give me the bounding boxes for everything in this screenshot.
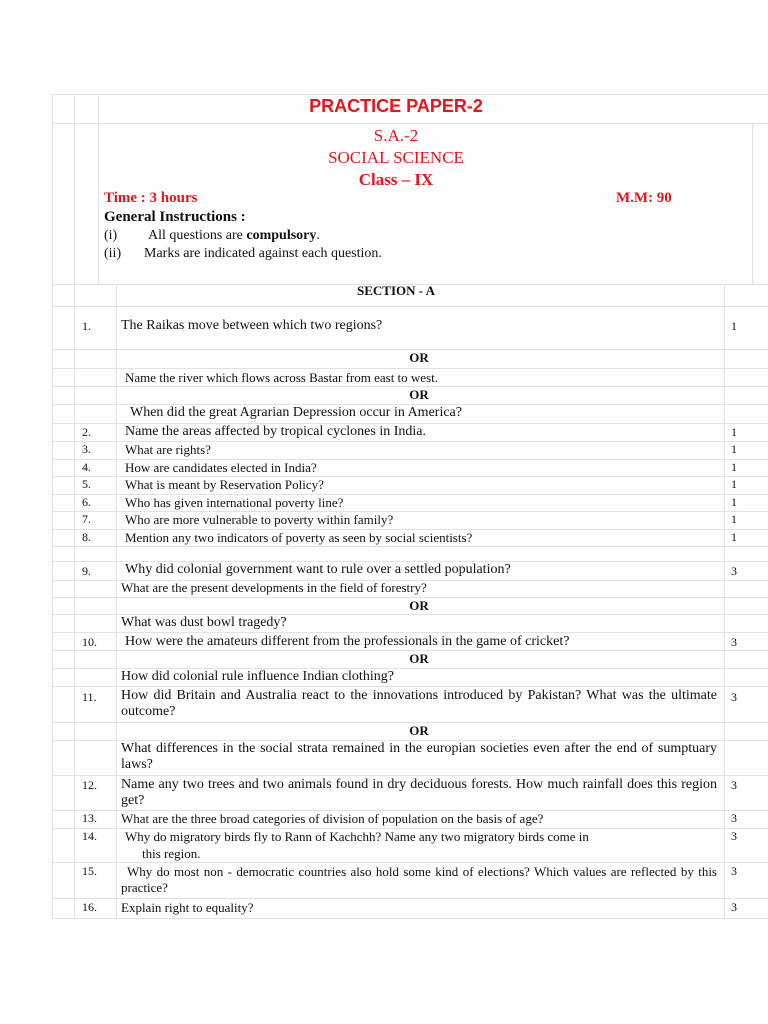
question-text: Mention any two indicators of poverty as seen by social scientists? xyxy=(125,530,473,545)
question-marks: 3 xyxy=(731,690,737,704)
instruction-text: All questions are xyxy=(148,228,247,243)
instruction-num: (ii) xyxy=(104,246,122,261)
or-label: OR xyxy=(409,350,429,365)
question-text: What are the present developments in the field of forestry? xyxy=(121,580,427,595)
question-marks: 1 xyxy=(731,425,737,439)
or-label: OR xyxy=(409,723,429,738)
question-number: 11. xyxy=(82,690,97,704)
instruction-item xyxy=(104,228,320,244)
question-text: When did the great Agrarian Depression occur in America? xyxy=(130,405,462,420)
question-text: Name any two trees and two animals found in dry deciduous forests. How much rainfall does this region get? xyxy=(121,777,717,808)
subject-title: SOCIAL SCIENCE xyxy=(328,148,464,167)
question-number: 4. xyxy=(82,460,91,474)
question-marks: 3 xyxy=(731,778,737,792)
max-marks: M.M: 90 xyxy=(616,190,672,206)
question-text: What are the three broad categories of division of population on the basis of age? xyxy=(121,811,544,826)
question-text: Why do most non - democratic countries also hold some kind of elections? Which values are reflected by this practice? xyxy=(121,864,717,895)
grid-line xyxy=(52,306,768,307)
or-label: OR xyxy=(409,598,429,613)
question-text: this region. xyxy=(142,846,201,861)
question-marks: 1 xyxy=(731,495,737,509)
question-marks: 1 xyxy=(731,319,737,333)
instruction-num: (i) xyxy=(104,228,118,243)
grid-line xyxy=(52,368,768,369)
question-number: 1. xyxy=(82,319,91,333)
instructions-heading: General Instructions : xyxy=(104,209,246,225)
question-number: 15. xyxy=(82,864,97,878)
question-number: 8. xyxy=(82,530,91,544)
question-text: How were the amateurs different from the professionals in the game of cricket? xyxy=(125,634,570,649)
exam-name: S.A.-2 xyxy=(373,126,419,145)
question-number: 14. xyxy=(82,829,97,843)
question-marks: 1 xyxy=(731,442,737,456)
question-marks: 3 xyxy=(731,564,737,578)
question-text: How are candidates elected in India? xyxy=(125,460,317,475)
question-text: How did colonial rule influence Indian clothing? xyxy=(121,669,394,684)
grid-line xyxy=(52,123,768,124)
question-text: What differences in the social strata remained in the europian societies even after the end of sumptuary laws? xyxy=(121,741,717,772)
question-number: 7. xyxy=(82,512,91,526)
grid-line xyxy=(52,775,768,776)
grid-line xyxy=(52,546,768,547)
question-text: Explain right to equality? xyxy=(121,900,254,915)
question-text: Why did colonial government want to rule over a settled population? xyxy=(125,562,511,577)
grid-line xyxy=(52,898,768,899)
class-title: Class – IX xyxy=(358,170,434,189)
question-number: 2. xyxy=(82,425,91,439)
question-number: 5. xyxy=(82,477,91,491)
question-text: What are rights? xyxy=(125,442,211,457)
question-marks: 3 xyxy=(731,829,737,843)
instruction-text: . xyxy=(316,228,320,243)
question-number: 12. xyxy=(82,778,97,792)
question-text: Why do migratory birds fly to Rann of Kachchh? Name any two migratory birds come in xyxy=(125,829,589,844)
question-number: 6. xyxy=(82,495,91,509)
or-label: OR xyxy=(409,651,429,666)
section-title: SECTION - A xyxy=(356,283,436,298)
grid-line xyxy=(52,94,53,918)
question-text: Who are more vulnerable to poverty within family? xyxy=(125,512,394,527)
question-marks: 1 xyxy=(731,460,737,474)
question-text: What was dust bowl tragedy? xyxy=(121,615,287,630)
question-text: Name the river which flows across Bastar from east to west. xyxy=(125,370,438,385)
grid-line xyxy=(52,918,768,919)
instruction-item xyxy=(104,246,382,262)
question-number: 9. xyxy=(82,564,91,578)
grid-line xyxy=(52,686,768,687)
question-marks: 3 xyxy=(731,811,737,825)
question-marks: 1 xyxy=(731,530,737,544)
question-marks: 3 xyxy=(731,900,737,914)
question-text: The Raikas move between which two regions? xyxy=(121,318,383,333)
grid-line xyxy=(74,94,75,918)
question-number: 16. xyxy=(82,900,97,914)
time-limit: Time : 3 hours xyxy=(104,190,198,206)
instruction-bold: compulsory xyxy=(246,228,317,243)
grid-line xyxy=(52,94,768,95)
question-marks: 3 xyxy=(731,864,737,878)
question-text: What is meant by Reservation Policy? xyxy=(125,477,324,492)
question-marks: 3 xyxy=(731,635,737,649)
question-number: 13. xyxy=(82,811,97,825)
question-text: Who has given international poverty line? xyxy=(125,495,344,510)
question-text: How did Britain and Australia react to the innovations introduced by Pakistan? What was the ultimate outcome? xyxy=(121,688,717,719)
question-marks: 1 xyxy=(731,512,737,526)
question-marks: 1 xyxy=(731,477,737,491)
question-number: 3. xyxy=(82,442,91,456)
question-number: 10. xyxy=(82,635,97,649)
or-label: OR xyxy=(409,387,429,402)
practice-paper-title: PRACTICE PAPER-2 xyxy=(309,96,483,116)
instruction-text: Marks are indicated against each question. xyxy=(144,246,382,261)
grid-line xyxy=(52,632,768,633)
question-text: Name the areas affected by tropical cyclones in India. xyxy=(125,424,426,439)
grid-line xyxy=(52,862,768,863)
